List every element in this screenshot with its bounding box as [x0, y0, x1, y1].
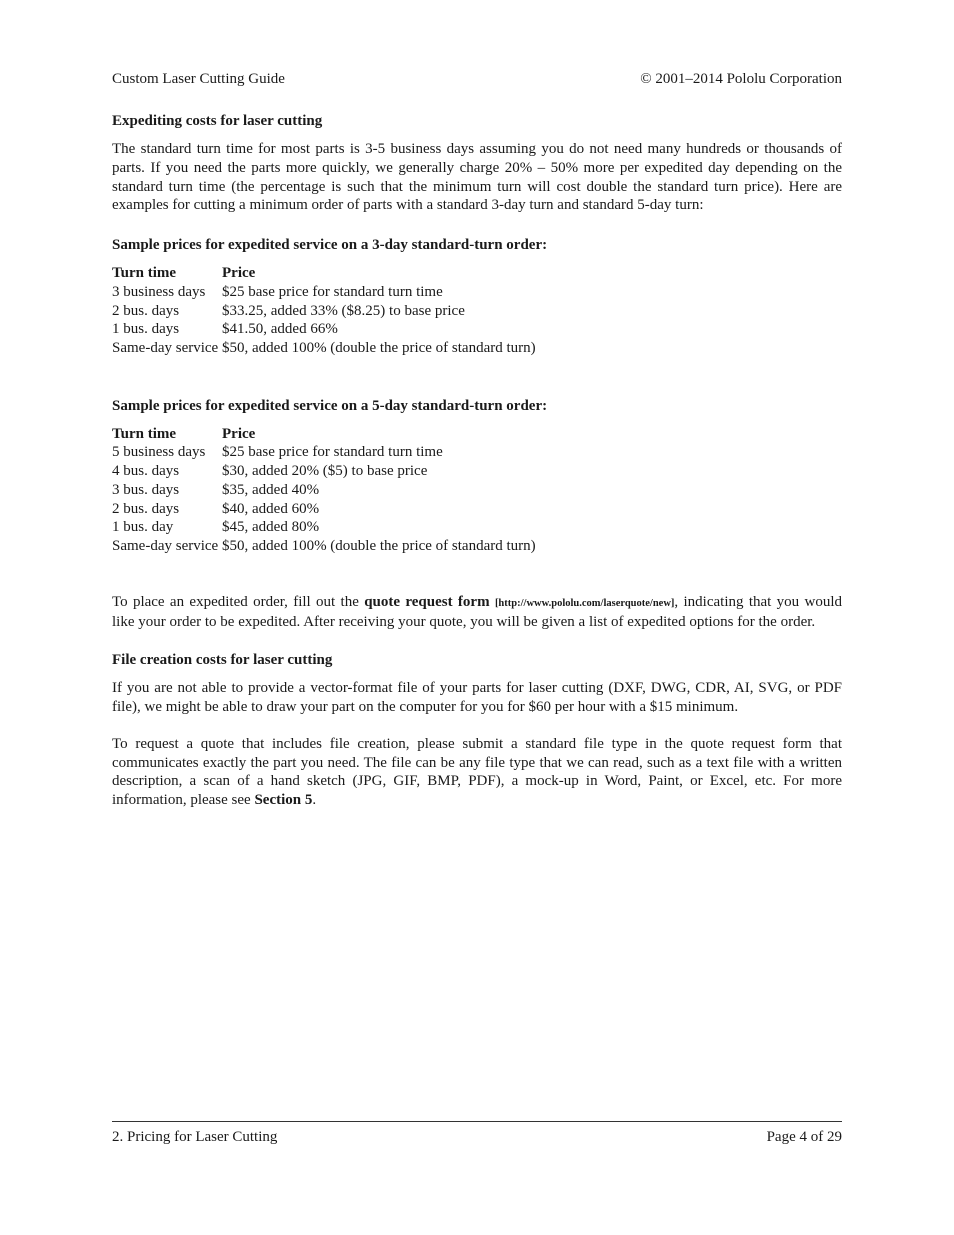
col-turn-time: Turn time	[112, 425, 177, 442]
quote-request-form-link[interactable]: quote request form	[364, 593, 490, 610]
place-order-paragraph	[112, 593, 842, 633]
cell-turn-time: Same-day service	[112, 537, 219, 554]
cell-price: $41.50, added 66%	[222, 321, 338, 338]
cell-price: $50, added 100% (double the price of standard turn)	[222, 340, 536, 356]
quote-request-url[interactable]: [http://www.pololu.com/laserquote/new]	[494, 597, 675, 609]
table-row	[112, 481, 536, 500]
col-price: Price	[222, 265, 256, 282]
table-row	[112, 518, 536, 537]
table-row	[112, 462, 536, 481]
cell-price: $30, added 20% ($5) to base price	[222, 463, 428, 480]
table-3day-title: Sample prices for expedited service on a 3-day standard-turn order:	[112, 237, 548, 254]
cell-turn-time: 3 bus. days	[112, 481, 180, 498]
col-turn-time: Turn time	[112, 265, 177, 282]
cell-turn-time: 2 bus. days	[112, 500, 180, 517]
cell-price: $45, added 80%	[222, 519, 320, 536]
page-footer	[112, 1121, 842, 1148]
cell-turn-time: 5 business days	[112, 444, 206, 461]
cell-price: $25 base price for standard turn time	[222, 283, 443, 300]
expediting-intro: The standard turn time for most parts is 3-5 business days assuming you do not need many hundreds or thousands of parts. If you need the parts more quickly, we generally charge 20% – 50% more per expedited day depending on the standard turn time (the percentage is such that the minimum turn will cost double the standard turn price). Here are examples for cutting a minimum order of parts with a standard 3-day turn and standard 5-day turn:	[112, 141, 842, 214]
table-row	[112, 283, 536, 302]
copyright: © 2001–2014 Pololu Corporation	[640, 71, 842, 87]
cell-turn-time: 3 business days	[112, 283, 206, 300]
cell-price: $50, added 100% (double the price of standard turn)	[222, 537, 536, 554]
place-order-text-before: To place an expedited order, fill out the	[112, 593, 365, 610]
table-header-row	[112, 425, 536, 444]
price-table-5day	[112, 425, 536, 556]
table-row	[112, 443, 536, 462]
page-header	[112, 68, 842, 90]
price-table-3day	[112, 264, 536, 358]
chapter-label: 2. Pricing for Laser Cutting	[112, 1129, 278, 1145]
file-creation-text-before: To request a quote that includes file creation, please submit a standard file type in the quote request form that communicates exactly the part you need. The file can be any file type that we can read, such as a text file with a written description, a scan of a hand sketch (JPG, GIF, BMP, PDF), a mock-up in Word, Paint, or Excel, etc. For more information, please see	[112, 735, 842, 809]
file-creation-paragraph-2	[112, 735, 842, 810]
table-header-row	[112, 264, 536, 283]
cell-turn-time: 2 bus. days	[112, 302, 180, 319]
table-row	[112, 537, 536, 556]
cell-price: $25 base price for standard turn time	[222, 444, 443, 461]
table-row	[112, 320, 536, 339]
cell-turn-time: 1 bus. days	[112, 321, 180, 338]
page-content	[112, 110, 842, 810]
page-number: Page 4 of 29	[766, 1129, 842, 1145]
doc-title: Custom Laser Cutting Guide	[112, 71, 285, 87]
table-row	[112, 339, 536, 358]
col-price: Price	[222, 425, 256, 442]
file-creation-text-after: .	[312, 792, 317, 809]
table-5day-title: Sample prices for expedited service on a 5-day standard-turn order:	[112, 397, 548, 414]
cell-turn-time: 1 bus. day	[112, 519, 174, 536]
cell-turn-time: Same-day service	[112, 340, 219, 356]
place-order-text-after: , indicating that you would like your order to be expedited. After receiving your quote, you will be given a list of expedited options for the order.	[112, 593, 842, 631]
section-heading-file-creation: File creation costs for laser cutting	[112, 652, 333, 669]
cell-turn-time: 4 bus. days	[112, 463, 180, 480]
section-heading-expediting: Expediting costs for laser cutting	[112, 113, 323, 129]
cell-price: $40, added 60%	[222, 500, 320, 517]
section-5-link[interactable]: Section 5	[254, 792, 313, 809]
cell-price: $35, added 40%	[222, 481, 320, 498]
cell-price: $33.25, added 33% ($8.25) to base price	[222, 302, 465, 319]
table-row	[112, 500, 536, 519]
table-row	[112, 302, 536, 321]
file-creation-paragraph-1: If you are not able to provide a vector-format file of your parts for laser cutting (DXF, DWG, CDR, AI, SVG, or PDF file), we might be able to draw your part on the computer for you for $60 per hour with a $15 minimum.	[112, 680, 842, 716]
